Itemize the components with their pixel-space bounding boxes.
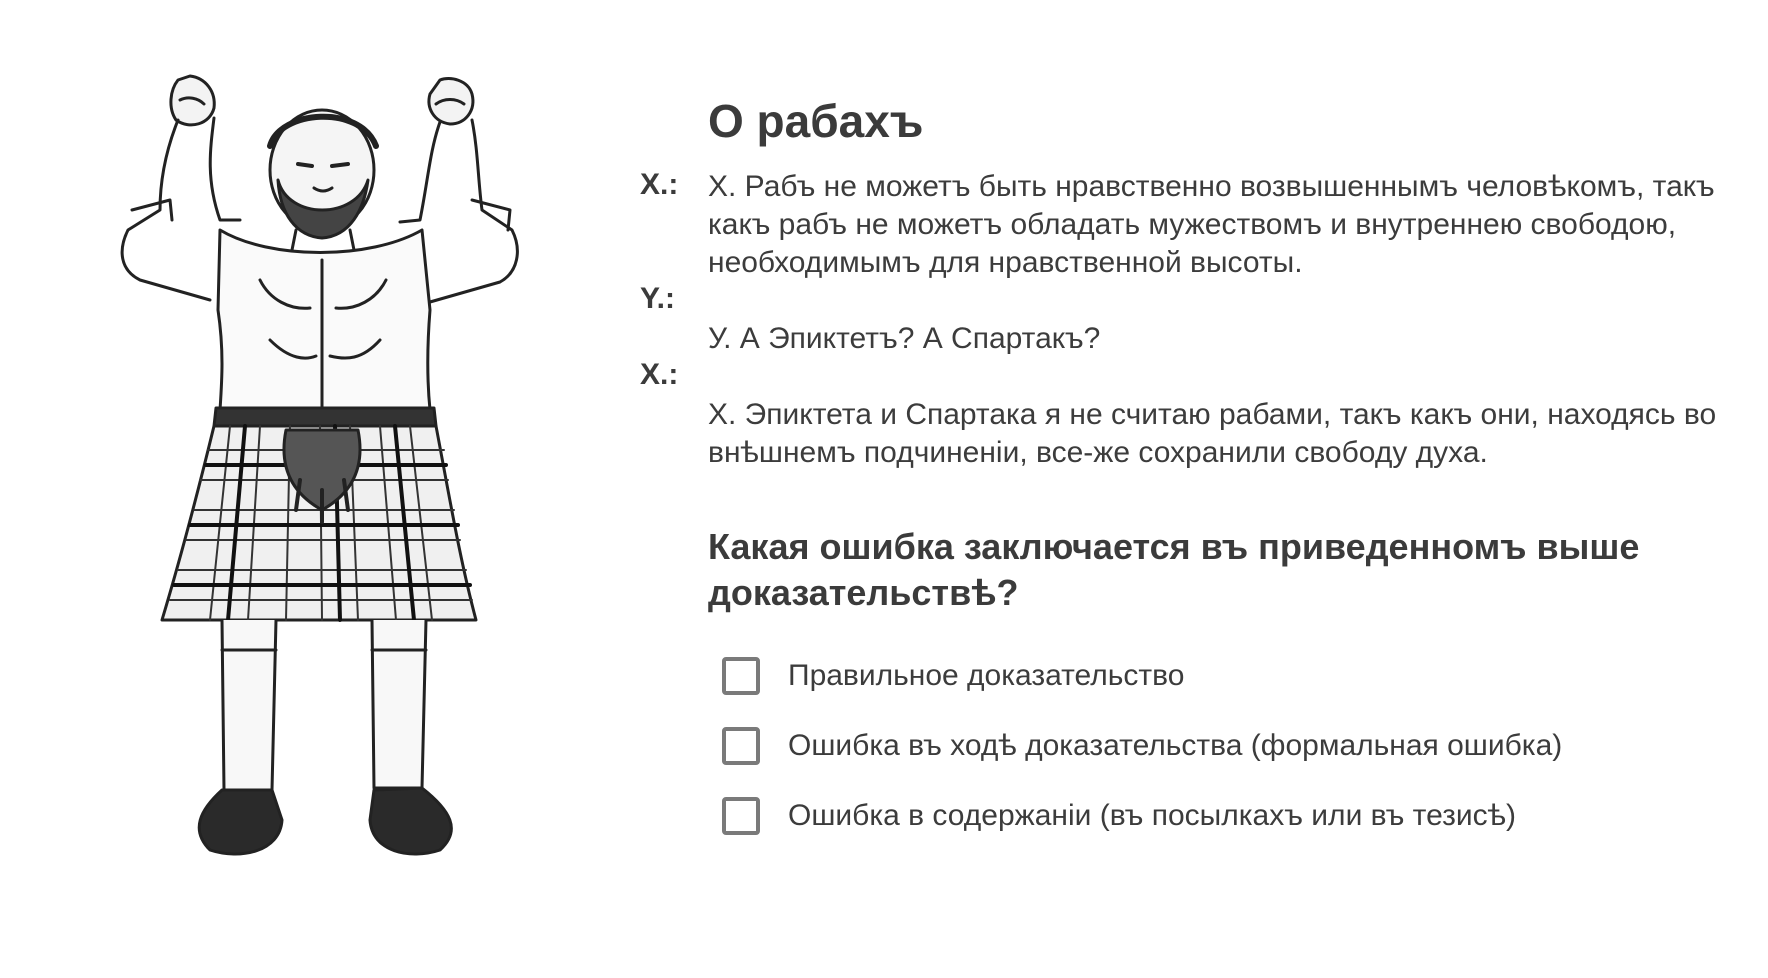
dialog [640,168,1718,472]
answer-option[interactable] [708,720,1718,772]
kilt-man-illustration [110,60,530,940]
option-label: Ошибка в содержанiи (въ посылкахъ или въ тезисѣ) [788,799,1516,832]
dialog-line: У. А Эпиктетъ? А Спартакъ? [708,322,1101,355]
main-content [640,92,1718,860]
checkbox[interactable] [722,727,760,765]
kilt-man-sketch [110,60,530,940]
checkbox[interactable] [722,657,760,695]
page-title: О рабахъ [708,95,924,147]
dialog-line: Х. Эпиктета и Спартака я не считаю рабами, такъ какъ они, находясь во внѣшнемъ подчиненiи, все-же сохранили свободу духа. [708,398,1717,469]
speaker-label: Y.: [640,282,676,315]
answer-options [708,650,1718,842]
answer-option[interactable] [708,790,1718,842]
option-label: Правильное доказательство [788,659,1185,692]
dialog-line: Х. Рабъ не можетъ быть нравственно возвышеннымъ человѣкомъ, такъ какъ рабъ не можетъ обладать мужествомъ и внутреннею свободою, необходимымъ для нравственной высоты. [708,170,1715,279]
question-heading: Какая ошибка заключается въ приведенномъ выше доказательствѣ? [708,526,1640,613]
answer-option[interactable] [708,650,1718,702]
speaker-label: X.: [640,168,679,201]
speaker-label: X.: [640,358,679,391]
option-label: Ошибка въ ходѣ доказательства (формальная ошибка) [788,729,1563,762]
checkbox[interactable] [722,797,760,835]
